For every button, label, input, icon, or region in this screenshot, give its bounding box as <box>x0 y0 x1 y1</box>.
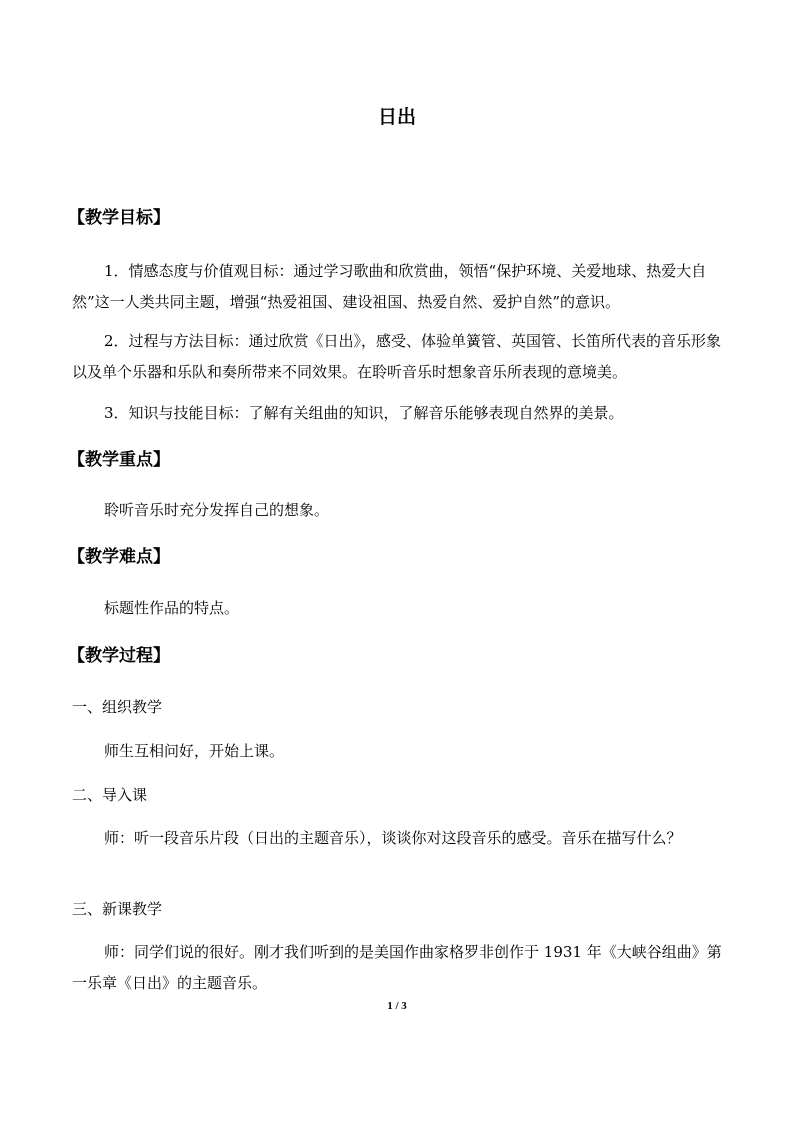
objective-item-1: 1．情感态度与价值观目标：通过学习歌曲和欣赏曲，领悟“保护环境、关爱地球、热爱大自然”这一人类共同主题，增强“热爱祖国、建设祖国、热爱自然、爱护自然”的意识。 <box>72 262 707 311</box>
heading-process: 【教学过程】 <box>68 646 170 666</box>
objective-item-2: 2．过程与方法目标：通过欣赏《日出》，感受、体验单簧管、英国管、长笛所代表的音乐形象以及单个乐器和乐队和奏所带来不同效果。在聆听音乐时想象音乐所表现的意境美。 <box>72 332 722 381</box>
page-title: 日出 <box>377 106 416 128</box>
heading-objectives: 【教学目标】 <box>68 208 170 228</box>
process-step-3-text: 师：同学们说的很好。刚才我们听到的是美国作曲家格罗非创作于 1931 年《大峡谷组曲》第一乐章《日出》的主题音乐。 <box>72 943 722 992</box>
heading-difficulty: 【教学难点】 <box>68 547 170 567</box>
objective-item-3: 3．知识与技能目标：了解有关组曲的知识，了解音乐能够表现自然界的美景。 <box>104 404 624 422</box>
process-step-1-text: 师生互相问好，开始上课。 <box>104 742 285 760</box>
process-step-1-title: 一、组织教学 <box>72 698 163 716</box>
heading-key-point: 【教学重点】 <box>68 450 170 470</box>
page-number: 1 / 3 <box>387 1000 407 1012</box>
key-point-text: 聆听音乐时充分发挥自己的想象。 <box>104 501 330 519</box>
difficulty-text: 标题性作品的特点。 <box>104 599 240 617</box>
process-step-2-title: 二、导入课 <box>72 786 148 804</box>
process-step-3-title: 三、新课教学 <box>72 900 163 918</box>
process-step-2-text: 师：听一段音乐片段（日出的主题音乐），谈谈你对这段音乐的感受。音乐在描写什么？ <box>104 829 682 847</box>
